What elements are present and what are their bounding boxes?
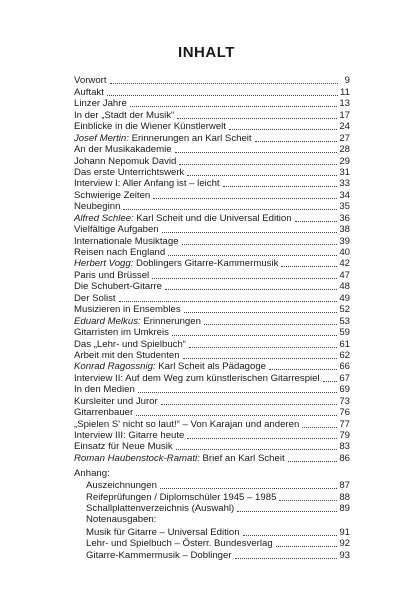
dot-leader [295, 220, 338, 222]
dot-leader [269, 368, 337, 370]
toc-entry [74, 491, 350, 502]
toc-entry-title [74, 419, 299, 430]
toc-entry-title [74, 453, 285, 464]
toc-entry-text: Vorwort [74, 75, 107, 87]
appendix-section [74, 468, 350, 561]
dot-leader [182, 243, 338, 245]
toc-entry-text: Interview III: Gitarre heute [74, 430, 185, 441]
toc-entry [74, 121, 350, 132]
toc-entry-text: Kursleiter und Juror [74, 395, 158, 407]
toc-entry [74, 304, 350, 315]
toc-entry-text: Auszeichnungen [86, 480, 157, 492]
toc-entry-page: 13 [339, 98, 350, 110]
dot-leader [165, 288, 337, 290]
toc-entry-title [74, 98, 127, 109]
toc-entry-author: Konrad Ragossnig: [74, 361, 156, 373]
toc-entry-page: 59 [339, 327, 350, 339]
toc-entry [74, 86, 350, 97]
toc-entry-page: 73 [339, 395, 350, 407]
dot-leader [184, 311, 338, 313]
toc-entry [74, 361, 350, 372]
toc-entry [74, 526, 350, 537]
dot-leader [123, 208, 337, 210]
toc-entry-text: Schwierige Zeiten [74, 189, 151, 201]
toc-entry-title [74, 224, 159, 235]
toc-entry-title [74, 293, 116, 304]
toc-entry [74, 247, 350, 258]
toc-entry [74, 109, 350, 120]
dot-leader [138, 391, 338, 393]
toc-entry [74, 441, 350, 452]
toc-entry-text: Karl Scheit als Pädagoge [155, 361, 267, 373]
toc-entry-text: In der „Stadt der Musik“ [74, 109, 175, 121]
toc-entry-text: Musizieren in Ensembles [74, 304, 181, 316]
toc-entry-page: 86 [339, 452, 350, 464]
toc-entry [74, 167, 350, 178]
toc-entry [74, 384, 350, 395]
toc-entry-title [74, 327, 169, 338]
toc-entry-title [74, 373, 320, 384]
dot-leader [288, 460, 338, 462]
toc-entry [74, 292, 350, 303]
toc-entry-title [74, 201, 120, 212]
toc-entry [74, 212, 350, 223]
toc-entry-page: 53 [339, 315, 350, 327]
toc-entry-text: Interview II: Auf dem Weg zum künstlerischen Gitarrespiel [74, 372, 320, 384]
toc-entry [74, 327, 350, 338]
toc-entry-text: Erinnerungen [140, 315, 201, 327]
toc-entry-page: 61 [339, 338, 350, 350]
toc-entry-text: An der Musikakademie [74, 144, 172, 156]
toc-entry-title [74, 213, 292, 224]
toc-entry-title [74, 430, 184, 441]
toc-entry-page: 35 [339, 201, 350, 213]
toc-entry-page: 88 [339, 491, 350, 503]
toc-entry-title [86, 527, 240, 538]
sheet-music-heading: Notenausgaben: [86, 514, 157, 526]
toc-entry-title [74, 441, 173, 452]
toc-entry-author: Alfred Schlee: [74, 212, 134, 224]
toc-entry-text: Gitarrenbauer [74, 407, 134, 419]
dot-leader [161, 403, 338, 405]
toc-entry-text: Karl Scheit und die Universal Edition [133, 212, 292, 224]
toc-entry-text: Reifeprüfungen / Diplomschüler 1945 – 1985 [86, 491, 277, 503]
toc-entry-text: Der Solist [74, 292, 116, 304]
toc-entry [74, 281, 350, 292]
toc-entry-title [74, 361, 266, 372]
dot-leader [255, 140, 338, 142]
dot-leader [183, 357, 338, 359]
toc-entry-title [86, 538, 273, 549]
dot-leader [323, 380, 338, 382]
toc-entry-page: 49 [339, 292, 350, 304]
toc-entry-text: Reisen nach England [74, 247, 166, 258]
toc-entry-text: Doblingers Gitarre-Kammermusik [133, 258, 279, 270]
toc-entry-page: 40 [339, 247, 350, 258]
toc-entry-title [74, 75, 107, 86]
dot-leader [110, 82, 338, 84]
dot-leader [237, 510, 337, 512]
toc-entry-title [74, 110, 174, 121]
toc-entry [74, 269, 350, 280]
toc-entry-title [74, 87, 104, 98]
dot-leader [119, 300, 338, 302]
toc-entry-text: Musik für Gitarre – Universal Edition [86, 526, 240, 538]
toc-entry-page: 76 [339, 407, 350, 419]
toc-entry [74, 155, 350, 166]
toc-entry-author: Eduard Melkus: [74, 315, 141, 327]
toc-entry [74, 395, 350, 406]
toc-entry-title [74, 121, 226, 132]
dot-leader [130, 105, 338, 107]
toc-entry-title [74, 270, 149, 281]
toc-entry-text: Das „Lehr- und Spielbuch“ [74, 338, 186, 350]
dot-leader [153, 197, 337, 199]
toc-entry-title [74, 316, 201, 327]
dot-leader [107, 94, 338, 96]
toc-entry-title [74, 144, 172, 155]
dot-leader [204, 323, 337, 325]
dot-leader [229, 128, 337, 130]
toc-entry-page: 66 [339, 361, 350, 373]
toc-entry [74, 503, 350, 514]
toc-entry-page: 89 [339, 503, 350, 515]
toc-entry [74, 258, 350, 269]
toc-entry [74, 350, 350, 361]
toc-entry-title [74, 281, 162, 292]
toc-entry-title [74, 178, 220, 189]
toc-entry-page: 11 [340, 86, 350, 98]
toc-entry-page: 69 [339, 384, 350, 396]
toc-entry [74, 178, 350, 189]
toc-entry-page: 77 [339, 418, 350, 430]
toc-entry-title [74, 304, 181, 315]
dot-leader [187, 437, 337, 439]
toc-entry-text: Paris und Brüssel [74, 269, 150, 281]
toc-entry-text: Einsatz für Neue Musik [74, 441, 173, 453]
dot-leader [172, 334, 337, 336]
toc-entry-page: 91 [339, 526, 350, 538]
dot-leader [136, 414, 337, 416]
dot-leader [176, 448, 338, 450]
toc-entry [74, 144, 350, 155]
toc-entry-author: Josef Mertin: [74, 132, 129, 144]
toc-entry-page: 31 [339, 166, 350, 178]
toc-entry-title [74, 407, 133, 418]
toc-entry-page: 47 [339, 269, 350, 281]
toc-entry [74, 189, 350, 200]
toc-entry-page: 38 [339, 224, 350, 236]
toc-entry [74, 132, 350, 143]
toc-entry-text: Schallplattenverzeichnis (Auswahl) [86, 503, 235, 515]
toc-entry-title [74, 190, 150, 201]
toc-entry-text: In den Medien [74, 384, 135, 396]
toc-entry-title [86, 480, 157, 491]
toc-entry-title [74, 258, 278, 269]
toc-entry-text: Johann Nepomuk David [74, 155, 177, 167]
toc-entry-text: Internationale Musiktage [74, 235, 179, 247]
toc-entry-page: 48 [339, 281, 350, 293]
appendix-heading: Anhang: [74, 468, 110, 479]
toc-entry-author: Herbert Vogg: [74, 258, 134, 270]
toc-entry-title [74, 339, 186, 350]
toc-entry-page: 28 [339, 144, 350, 156]
toc-entry-page: 67 [339, 372, 350, 384]
toc-entry-page: 79 [339, 430, 350, 441]
toc-entry-text: Gitarre-Kammermusik – Doblinger [86, 549, 232, 561]
dot-leader [302, 426, 337, 428]
toc-entry-title [74, 133, 252, 144]
toc-entry [74, 407, 350, 418]
toc-entry-page: 93 [339, 549, 350, 561]
toc-entry [74, 480, 350, 491]
toc-entry-title [74, 384, 135, 395]
toc-entry [74, 338, 350, 349]
dot-leader [152, 277, 337, 279]
toc-entry [74, 538, 350, 549]
toc-entry-text: Arbeit mit den Studenten [74, 349, 180, 361]
dot-leader [223, 185, 338, 187]
dot-leader [189, 346, 337, 348]
toc-entry-title [74, 156, 176, 167]
dot-leader [187, 174, 337, 176]
toc-entry [74, 224, 350, 235]
toc-entry [74, 75, 350, 86]
toc-entry-page: 29 [339, 155, 350, 167]
toc-entry-text: Erinnerungen an Karl Scheit [128, 132, 252, 144]
toc-entry-title [74, 167, 184, 178]
table-of-contents [74, 75, 350, 464]
toc-entry-text: Interview I: Aller Anfang ist – leicht [74, 178, 220, 190]
toc-entry-title [74, 396, 158, 407]
toc-entry-title [74, 350, 180, 361]
toc-entry-page: 87 [339, 480, 350, 492]
dot-leader [276, 545, 338, 547]
toc-entry-text: Brief an Karl Scheit [199, 452, 285, 464]
dot-leader [168, 254, 337, 256]
dot-leader [179, 163, 337, 165]
page-title: INHALT [178, 44, 235, 61]
toc-entry [74, 235, 350, 246]
dot-leader [160, 487, 337, 489]
toc-entry-text: Lehr- und Spielbuch – Österr. Bundesverlag [86, 538, 273, 550]
toc-entry-text: Neubeginn [74, 201, 121, 213]
dot-leader [235, 557, 338, 559]
dot-leader [177, 117, 337, 119]
toc-entry-page: 52 [339, 304, 350, 316]
toc-entry-title [86, 503, 234, 514]
toc-entry-page: 33 [339, 178, 350, 190]
toc-entry [74, 430, 350, 441]
toc-entry [74, 418, 350, 429]
toc-entry-page: 34 [339, 189, 350, 201]
toc-entry-page: 24 [339, 121, 350, 133]
toc-entry-page: 62 [339, 349, 350, 361]
toc-entry-text: Die Schubert-Gitarre [74, 281, 162, 293]
toc-entry-text: „Spielen S' nicht so laut!“ – Von Karajan und anderen [74, 418, 300, 430]
dot-leader [243, 534, 338, 536]
toc-entry-page: 42 [339, 258, 350, 270]
toc-entry-text: Einblicke in die Wiener Künstlerwelt [74, 121, 226, 133]
toc-entry-page: 17 [339, 109, 350, 121]
dot-leader [279, 499, 337, 501]
toc-entry-text: Das erste Unterrichtswerk [74, 166, 185, 178]
toc-entry-page: 27 [339, 132, 350, 144]
toc-entry-title [74, 236, 179, 247]
toc-entry-page: 36 [339, 212, 350, 224]
toc-entry [74, 98, 350, 109]
dot-leader [281, 265, 337, 267]
toc-entry-author: Roman Haubenstock-Ramati: [74, 452, 200, 464]
toc-entry-page: 83 [339, 441, 350, 453]
toc-entry [74, 315, 350, 326]
toc-entry-title [74, 247, 165, 258]
toc-entry [74, 452, 350, 463]
toc-entry-title [86, 550, 232, 561]
dot-leader [162, 231, 338, 233]
toc-entry [74, 549, 350, 560]
toc-entry-page: 39 [339, 235, 350, 247]
toc-entry-page: 9 [344, 75, 350, 87]
toc-entry-text: Auftakt [74, 86, 104, 98]
toc-entry [74, 201, 350, 212]
toc-entry [74, 372, 350, 383]
dot-leader [175, 151, 338, 153]
toc-entry-title [86, 492, 276, 503]
toc-entry-text: Linzer Jahre [74, 98, 127, 110]
toc-entry-text: Vielfältige Aufgaben [74, 224, 159, 236]
toc-entry-text: Gitarristen im Umkreis [74, 327, 169, 339]
toc-entry-page: 92 [339, 538, 350, 550]
